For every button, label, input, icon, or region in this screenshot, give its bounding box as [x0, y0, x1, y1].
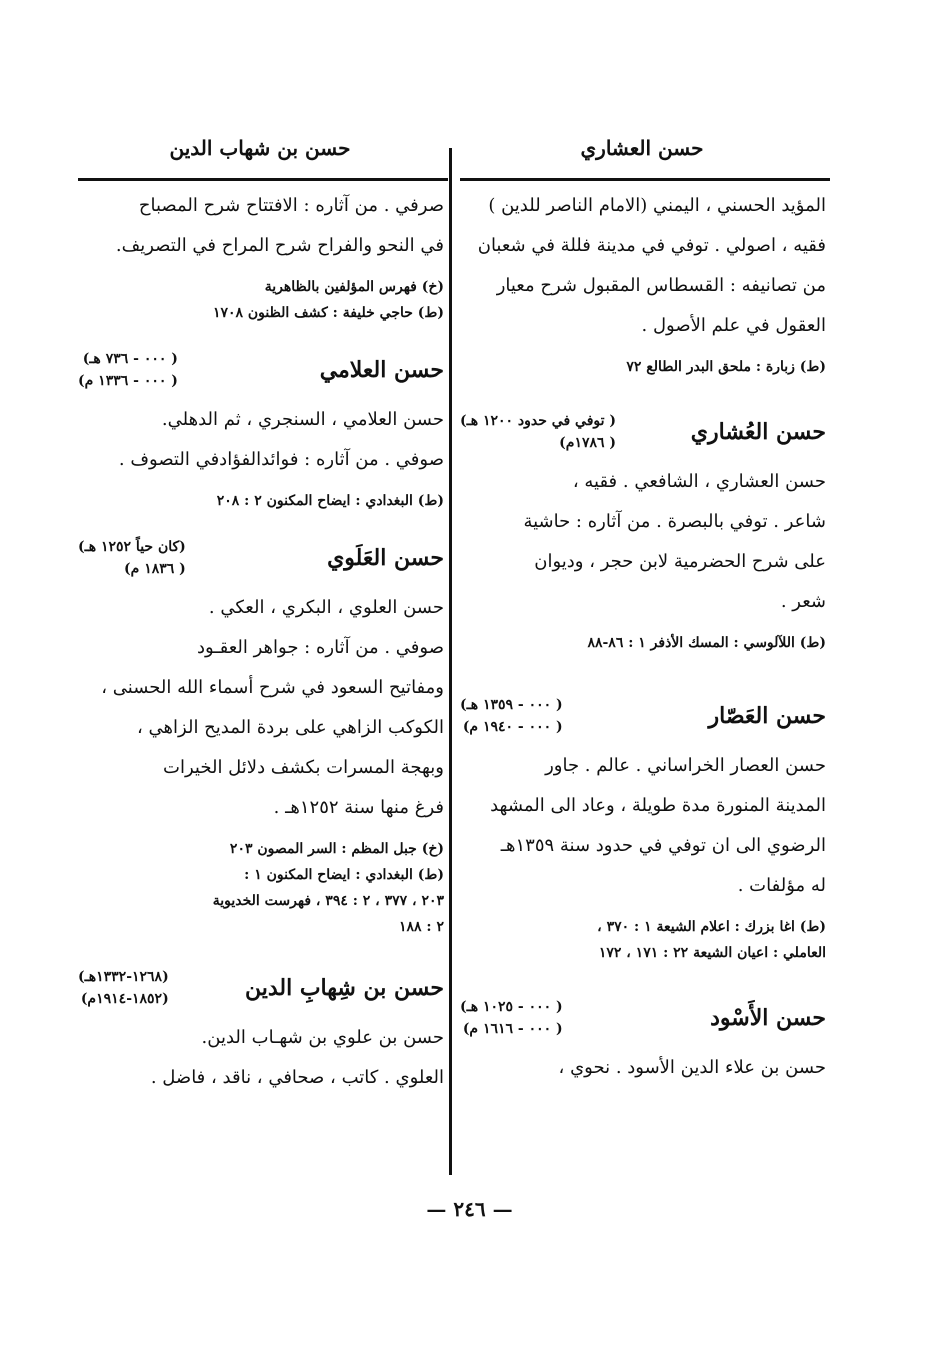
- text-line: المدينة المنورة مدة طويلة ، وعاد الى المشهد: [490, 795, 826, 816]
- entry-name: حسن بن شِهابِ الدين: [244, 975, 444, 1001]
- reference-line: (ط) حاجي خليفة : كشف الظنون ١٧٠٨: [212, 305, 444, 321]
- text-line: شعر .: [780, 591, 826, 612]
- date-gregorian: ( ٠٠٠ - ١٦١٦ م): [462, 1021, 563, 1037]
- reference-line: (ط) اللآلوسي : المسك الأذفر ١ : ٨٦-٨٨: [587, 635, 826, 651]
- header-rule-right: [460, 178, 830, 181]
- text-line: صوفي . من آثاره : فوائدالفؤادفي التصوف .: [118, 449, 444, 470]
- reference-line: (خ) فهرس المؤلفين بالظاهرية: [264, 279, 444, 295]
- text-line: صرفي . من آثاره : الافتتاح شرح المصباح: [138, 195, 444, 216]
- entry-heading: [78, 348, 444, 392]
- text-line: له مؤلفات .: [737, 875, 826, 896]
- text-line: من تصانيفه : القسطاس المقبول شرح معيار: [496, 275, 826, 296]
- entry-dates: [460, 410, 616, 454]
- entry-heading: [460, 410, 826, 454]
- date-hijri: ( توفي في حدود ١٢٠٠ هـ): [460, 413, 617, 429]
- date-hijri: (كان حياً ١٢٥٢ هـ): [78, 539, 186, 555]
- reference-line: (خ) جبل المظم : السر المصون ٢٠٣: [229, 841, 444, 857]
- text-line: حسن العلوي ، البكري ، العكي .: [208, 597, 444, 618]
- text-line: ومفاتيح السعود في شرح أسماء الله الحسنى ،: [101, 677, 444, 698]
- entry-name: حسن العلامي: [319, 357, 444, 383]
- text-line: فقيه ، اصولي . توفي في مدينة فللة في شعبان: [477, 235, 826, 256]
- text-line: العلوي . كاتب ، صحافي ، ناقد ، فاضل .: [150, 1067, 444, 1088]
- text-line: حسن العصار الخراساني . عالم . جاور: [545, 755, 826, 776]
- left-column-header: حسن بن شهاب الدين: [169, 136, 351, 160]
- entry-heading: [78, 536, 444, 580]
- entry-dates: [78, 536, 186, 580]
- reference-line: العاملي : اعيان الشيعة ٢٢ : ١٧١ ، ١٧٢: [598, 945, 826, 961]
- text-line: المؤيد الحسني ، اليمني (الامام الناصر للدين ): [488, 195, 826, 216]
- text-line: الرضوي الى ان توفي في حدود سنة ١٣٥٩هـ: [500, 835, 826, 856]
- column-divider: [449, 148, 452, 1175]
- text-line: وبهجة المسرات بكشف دلائل الخيرات: [163, 757, 444, 778]
- text-line: على شرح الحضرمية لابن حجر ، وديوان: [534, 551, 826, 572]
- text-line: حسن العشاري ، الشافعي . فقيه ،: [572, 471, 826, 492]
- right-column: [460, 186, 826, 1088]
- text-line: حسن بن علاء الدين الأسود . نحوي ،: [558, 1057, 826, 1078]
- date-gregorian: (١٨٥٢-١٩١٤م): [80, 991, 169, 1007]
- date-gregorian: ( ١٧٨٦م): [559, 435, 617, 451]
- date-hijri: ( ٠٠٠ - ٧٣٦ هـ): [82, 351, 178, 367]
- text-line: العقول في علم الأصول .: [641, 315, 826, 336]
- text-line: في النحو والفراح شرح المراح في التصريف.: [115, 235, 444, 256]
- entry-name: حسن العُشاري: [690, 419, 826, 445]
- text-line: شاعر . توفي بالبصرة . من آثاره : حاشية: [523, 511, 826, 532]
- text-line: حسن بن علوي بن شهـاب الدين.: [201, 1027, 444, 1048]
- entry-dates: [78, 966, 169, 1010]
- entry-dates: [460, 694, 563, 738]
- entry-heading: [460, 694, 826, 738]
- reference-line: (ط) اغا بزرك : اعلام الشيعة ١ : ٣٧٠ ،: [597, 919, 826, 935]
- entry-name: حسن الأَسْود: [710, 1005, 826, 1031]
- entry-heading: [460, 996, 826, 1040]
- date-gregorian: ( ٠٠٠ - ١٣٣٦ م): [78, 373, 178, 389]
- reference-line: ٢ : ١٨٨: [398, 919, 444, 935]
- date-hijri: ( ٠٠٠ - ١٠٢٥ هـ): [460, 999, 563, 1015]
- text-line: فرغ منها سنة ١٢٥٢هـ .: [273, 797, 444, 818]
- date-hijri: (١٢٦٨-١٣٣٢هـ): [78, 969, 169, 985]
- date-gregorian: ( ١٨٣٦ م): [124, 561, 186, 577]
- page-number: — ٢٤٦ —: [426, 1197, 513, 1221]
- entry-heading: [78, 966, 444, 1010]
- date-hijri: ( ٠٠٠ - ١٣٥٩ هـ): [460, 697, 563, 713]
- text-line: الكوكب الزاهي على بردة المديح الزاهي ،: [137, 717, 444, 738]
- left-column: [78, 186, 444, 1098]
- entry-name: حسن العَصّار: [708, 703, 826, 729]
- date-gregorian: ( ٠٠٠ - ١٩٤٠ م): [462, 719, 563, 735]
- reference-line: ٢٠٣ ، ٣٧٧ ، ٢ : ٣٩٤ ، فهرست الخديوية: [212, 893, 444, 909]
- text-line: حسن العلامي ، السنجري ، ثم الدهلي.: [161, 409, 444, 430]
- entry-dates: [460, 996, 563, 1040]
- reference-line: (ط) البغدادي : ايضاح المكنون ٢ : ٢٠٨: [216, 493, 444, 509]
- right-column-header: حسن العشاري: [580, 136, 704, 160]
- text-line: صوفي . من آثاره : جواهر العقـود: [197, 637, 444, 658]
- header-rule-left: [78, 178, 448, 181]
- entry-dates: [78, 348, 178, 392]
- entry-name: حسن العَلَوي: [327, 545, 444, 571]
- reference-line: (ط) زبارة : ملحق البدر الطالع ٧٢: [626, 359, 826, 375]
- reference-line: (ط) البغدادي : ايضاح المكنون ١ :: [244, 867, 444, 883]
